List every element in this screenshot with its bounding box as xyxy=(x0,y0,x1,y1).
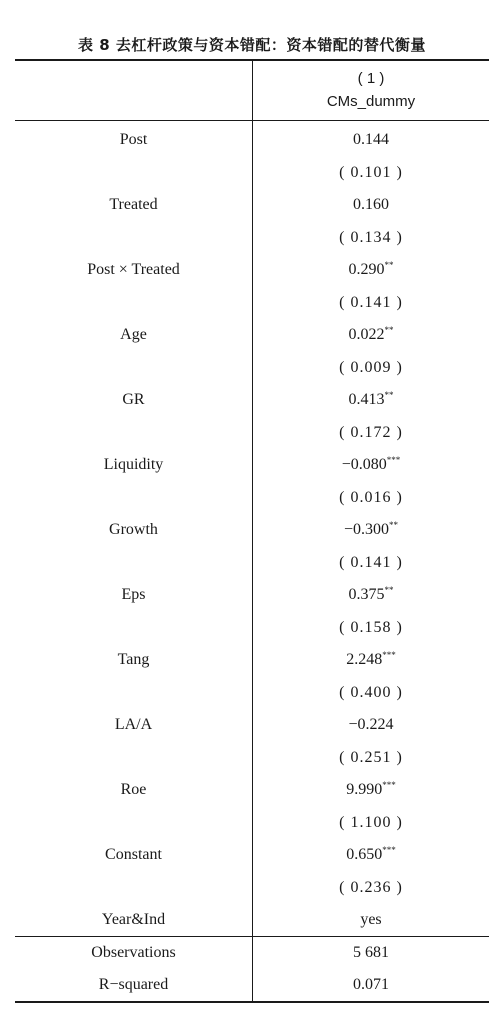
row-standard-error: ( 0.141 ) xyxy=(339,294,403,311)
row-label: Age xyxy=(120,326,147,343)
row-standard-error: ( 0.016 ) xyxy=(339,489,403,506)
significance-stars: ** xyxy=(389,520,399,530)
bottom-rule xyxy=(15,1001,489,1003)
coefficient-value: 0.022 xyxy=(348,326,385,343)
row-standard-error: ( 0.158 ) xyxy=(339,619,403,636)
row-coefficient xyxy=(253,260,489,280)
table-title: 表 8 去杠杆政策与资本错配：资本错配的替代衡量 xyxy=(78,36,426,54)
coefficient-value: 0.160 xyxy=(353,196,389,213)
significance-stars: ** xyxy=(384,390,394,400)
observations-label: Observations xyxy=(91,944,176,961)
stats-rule xyxy=(15,936,489,937)
header-rule xyxy=(15,120,489,121)
row-coefficient xyxy=(253,390,489,410)
row-coefficient xyxy=(253,195,489,215)
row-label: Growth xyxy=(109,521,158,538)
r-squared-label: R−squared xyxy=(98,976,169,993)
row-coefficient xyxy=(253,585,489,605)
row-standard-error: ( 0.009 ) xyxy=(339,359,403,376)
row-coefficient xyxy=(253,325,489,345)
row-standard-error: ( 0.172 ) xyxy=(339,424,403,441)
row-standard-error: ( 1.100 ) xyxy=(339,814,403,831)
row-standard-error: ( 0.141 ) xyxy=(339,554,403,571)
row-standard-error: ( 0.134 ) xyxy=(339,229,403,246)
row-label: Eps xyxy=(121,586,146,603)
coefficient-value: −0.080 xyxy=(341,456,387,473)
row-label: Liquidity xyxy=(103,456,164,473)
significance-stars: *** xyxy=(382,845,396,855)
row-standard-error: ( 0.236 ) xyxy=(339,879,403,896)
coefficient-value: 0.290 xyxy=(348,261,385,278)
significance-stars: *** xyxy=(382,650,396,660)
year-ind-value: yes xyxy=(360,911,382,928)
row-coefficient xyxy=(253,845,489,865)
coefficient-value: 9.990 xyxy=(346,781,383,798)
coefficient-value: 0.144 xyxy=(353,131,389,148)
row-coefficient xyxy=(253,520,489,540)
row-label: Post xyxy=(119,131,148,148)
significance-stars: *** xyxy=(386,455,401,465)
coefficient-value: −0.224 xyxy=(348,716,394,733)
row-standard-error: ( 0.101 ) xyxy=(339,164,403,181)
row-coefficient xyxy=(253,715,489,735)
row-coefficient xyxy=(253,130,489,150)
row-label: Treated xyxy=(109,196,158,213)
coefficient-value: −0.300 xyxy=(343,521,390,538)
significance-stars: ** xyxy=(384,585,394,595)
row-standard-error: ( 0.400 ) xyxy=(339,684,403,701)
row-label: LA/A xyxy=(114,716,153,733)
row-coefficient xyxy=(253,650,489,670)
row-label: Constant xyxy=(105,846,162,863)
row-coefficient xyxy=(253,455,489,475)
significance-stars: *** xyxy=(382,780,396,790)
coefficient-value: 0.413 xyxy=(348,391,385,408)
year-ind-label: Year&Ind xyxy=(101,911,166,928)
significance-stars: ** xyxy=(384,260,394,270)
coefficient-value: 0.375 xyxy=(348,586,385,603)
row-label: GR xyxy=(122,391,145,408)
row-standard-error: ( 0.251 ) xyxy=(339,749,403,766)
row-label: Tang xyxy=(117,651,150,668)
column-number: ( 1 ) xyxy=(357,70,385,87)
row-label: Post × Treated xyxy=(87,261,180,278)
significance-stars: ** xyxy=(384,325,394,335)
observations-value: 5 681 xyxy=(353,944,389,961)
column-name: CMs_dummy xyxy=(326,93,416,110)
r-squared-value: 0.071 xyxy=(353,976,389,993)
row-label: Roe xyxy=(120,781,147,798)
coefficient-value: 2.248 xyxy=(346,651,383,668)
coefficient-value: 0.650 xyxy=(346,846,383,863)
row-coefficient xyxy=(253,780,489,800)
